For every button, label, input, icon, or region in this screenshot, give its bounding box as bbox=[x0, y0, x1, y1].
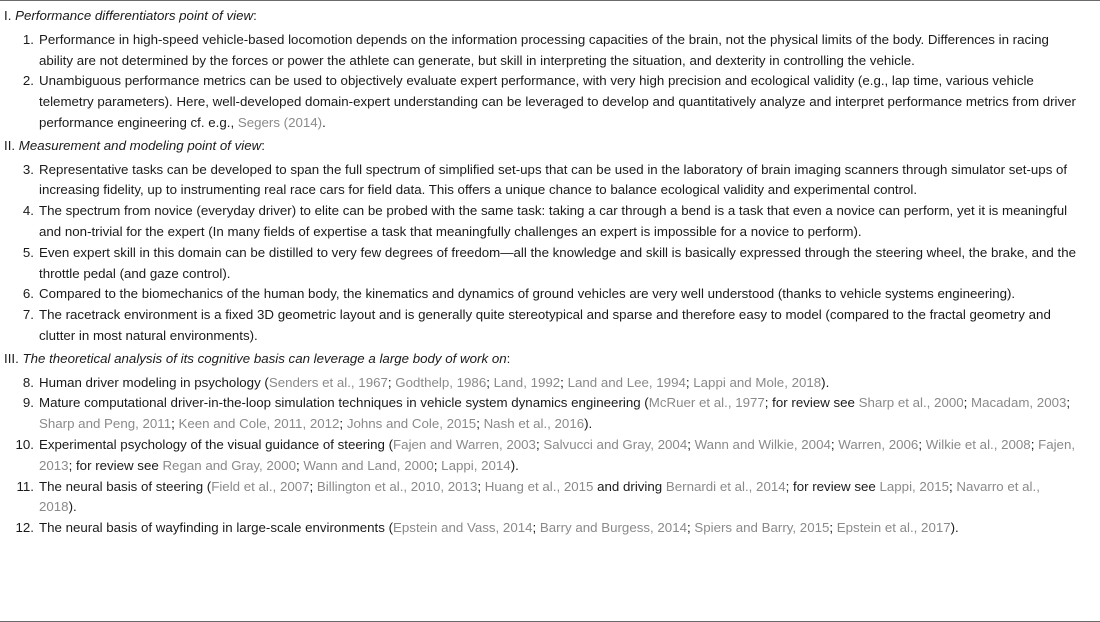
item-text: Unambiguous performance metrics can be used to objectively evaluate expert performance, with very high precision and ecological validity (e.g., lap time, various vehicle telemetry parameters). Here, well-developed domain-expert understanding can be leveraged to develop and quantitatively analyze and interpret performance metrics from driver performance engineering cf. e.g., bbox=[39, 73, 1076, 130]
citation-link[interactable]: Lappi, 2015 bbox=[879, 478, 949, 494]
citation-link[interactable]: Wann and Wilkie, 2004 bbox=[694, 436, 831, 452]
item-number: 4. bbox=[22, 203, 34, 219]
item-text: ; bbox=[477, 478, 485, 494]
item-list bbox=[0, 373, 1100, 539]
item-text: ; bbox=[560, 374, 568, 390]
item-text: ; bbox=[433, 457, 442, 473]
item-number: 7. bbox=[22, 307, 34, 323]
citation-link[interactable]: Senders et al., 1967 bbox=[268, 374, 388, 390]
item-text: ). bbox=[510, 457, 519, 473]
item-text: ). bbox=[821, 374, 830, 390]
citation-link[interactable]: Johns and Cole, 2015 bbox=[346, 416, 477, 432]
item-text: ; bbox=[476, 416, 484, 432]
item-number: 9. bbox=[22, 395, 34, 411]
citation-link[interactable]: Barry and Burgess, 2014 bbox=[539, 520, 687, 536]
list-item bbox=[0, 435, 1100, 477]
item-number: 5. bbox=[22, 244, 34, 260]
item-text: ; bbox=[387, 374, 396, 390]
item-number: 11. bbox=[16, 478, 34, 494]
item-text: The neural basis of wayfinding in large-scale environments ( bbox=[39, 520, 394, 536]
item-text: ; for review see bbox=[785, 478, 880, 494]
item-number: 3. bbox=[22, 161, 34, 177]
item-text: ; bbox=[918, 436, 926, 452]
item-text: ; bbox=[687, 436, 695, 452]
citation-link[interactable]: Sharp and Peng, 2011 bbox=[39, 416, 172, 432]
item-text: ; bbox=[339, 416, 347, 432]
item-number: 6. bbox=[22, 286, 34, 302]
item-text: Performance in high-speed vehicle-based locomotion depends on the information processing capacities of the brain, not the physical limits of the body. Differences in racing ability are not determined by the forces or power the athlete can generate, but skill in interpreting the situation, and dexterity in controlling the vehicle. bbox=[39, 31, 1049, 68]
item-number: 8. bbox=[22, 374, 34, 390]
citation-link[interactable]: Salvucci and Gray, 2004 bbox=[543, 436, 688, 452]
citation-link[interactable]: Macadam, 2003 bbox=[971, 395, 1067, 411]
item-text: ). bbox=[950, 520, 959, 536]
item-text: ). bbox=[584, 416, 593, 432]
list-item bbox=[0, 373, 1100, 394]
item-text: Experimental psychology of the visual guidance of steering ( bbox=[39, 436, 394, 452]
item-text: . bbox=[322, 114, 326, 130]
item-text: ; bbox=[171, 416, 179, 432]
item-text: Representative tasks can be developed to span the full spectrum of simplified set-ups that can be used in the laboratory of brain imaging scanners through simulator set-ups of increasing fidelity, up to instrumenting real race cars for field data. This offers a unique chance to balance ecological validity and experimental control. bbox=[39, 161, 1068, 198]
item-text: ; bbox=[532, 520, 540, 536]
item-text: ; bbox=[486, 374, 494, 390]
list-item bbox=[0, 284, 1100, 305]
citation-link[interactable]: Warren, 2006 bbox=[838, 436, 919, 452]
section-numeral: I. bbox=[4, 8, 12, 23]
citation-link[interactable]: Lappi and Mole, 2018 bbox=[693, 374, 822, 390]
citation-link[interactable]: Bernardi et al., 2014 bbox=[665, 478, 786, 494]
item-number: 2. bbox=[22, 73, 34, 89]
citation-link[interactable]: Huang et al., 2015 bbox=[484, 478, 594, 494]
section-title: Measurement and modeling point of view bbox=[18, 137, 262, 153]
item-text: ; bbox=[963, 395, 972, 411]
section-heading: III. The theoretical analysis of its cognitive basis can leverage a large body of work on: bbox=[4, 350, 511, 366]
list-item bbox=[0, 305, 1100, 347]
item-text: ; bbox=[949, 478, 957, 494]
citation-link[interactable]: McRuer et al., 1977 bbox=[648, 395, 765, 411]
citation-link[interactable]: Land and Lee, 1994 bbox=[567, 374, 686, 390]
citation-link[interactable]: Godthelp, 1986 bbox=[395, 374, 487, 390]
item-text: ; bbox=[309, 478, 317, 494]
item-text: ; for review see bbox=[764, 395, 859, 411]
citation-link[interactable]: Navarro et al., 2018 bbox=[39, 478, 1040, 515]
list-item bbox=[0, 71, 1100, 133]
item-text: Compared to the biomechanics of the human body, the kinematics and dynamics of ground vehicles are very well understood (thanks to vehicle systems engineering). bbox=[39, 286, 1016, 302]
item-text: and driving bbox=[593, 478, 666, 494]
item-text: The racetrack environment is a fixed 3D geometric layout and is generally quite stereotypical and sparse and therefore easy to model (compared to the fractal geometry and clutter in most natural environments). bbox=[39, 307, 1051, 343]
item-text: The spectrum from novice (everyday driver) to elite can be probed with the same task: taking a car through a bend is a task that even a novice can perform, yet it is meaningful and non-trivial for the expert (In many fields of expertise a task that meaningfully challenges an expert is impossible for a novice to perform). bbox=[39, 203, 1068, 239]
citation-link[interactable]: Epstein et al., 2017 bbox=[836, 520, 951, 536]
section-numeral: III. bbox=[4, 350, 19, 366]
item-text: Even expert skill in this domain can be distilled to very few degrees of freedom—all the knowledge and skill is basically expressed through the steering wheel, the brake, and the throttle pedal (and gaze control). bbox=[39, 244, 1076, 281]
item-text: ; bbox=[685, 374, 694, 390]
item-list bbox=[0, 30, 1100, 134]
citation-link[interactable]: Nash et al., 2016 bbox=[483, 416, 585, 432]
item-text: ; for review see bbox=[68, 457, 163, 473]
item-text: ; bbox=[296, 457, 304, 473]
citation-link[interactable]: Wann and Land, 2000 bbox=[303, 457, 434, 473]
table-content bbox=[0, 6, 1100, 539]
citation-link[interactable]: Field et al., 2007 bbox=[211, 478, 310, 494]
item-text: ; bbox=[535, 436, 544, 452]
citation-link[interactable]: Segers (2014) bbox=[237, 114, 323, 130]
citation-link[interactable]: Keen and Cole, 2011, 2012 bbox=[178, 416, 340, 432]
citation-link[interactable]: Regan and Gray, 2000 bbox=[162, 457, 297, 473]
citation-link[interactable]: Spiers and Barry, 2015 bbox=[694, 520, 830, 536]
list-item bbox=[0, 160, 1100, 202]
list-item bbox=[0, 477, 1100, 519]
item-number: 12. bbox=[15, 520, 34, 536]
item-text: ; bbox=[829, 520, 837, 536]
item-text: ; bbox=[830, 436, 839, 452]
citation-link[interactable]: Billington et al., 2010, 2013 bbox=[316, 478, 478, 494]
list-item bbox=[0, 30, 1100, 72]
citation-link[interactable]: Epstein and Vass, 2014 bbox=[393, 520, 533, 536]
item-text: Mature computational driver-in-the-loop simulation techniques in vehicle system dynamics engineering ( bbox=[39, 395, 649, 411]
citation-link[interactable]: Sharp et al., 2000 bbox=[858, 395, 964, 411]
item-text: ; bbox=[686, 520, 695, 536]
citation-link[interactable]: Land, 1992 bbox=[493, 374, 561, 390]
citation-link[interactable]: Fajen and Warren, 2003 bbox=[393, 436, 536, 452]
list-item bbox=[0, 201, 1100, 243]
item-text: The neural basis of steering ( bbox=[39, 478, 212, 494]
item-text: ; bbox=[1066, 395, 1071, 411]
section-heading: II. Measurement and modeling point of view: bbox=[4, 137, 265, 153]
section-numeral: II. bbox=[4, 137, 16, 153]
section-heading: I. Performance differentiators point of view: bbox=[4, 8, 257, 23]
citation-link[interactable]: Wilkie et al., 2008 bbox=[925, 436, 1031, 452]
list-item bbox=[0, 518, 1100, 539]
citation-link[interactable]: Fajen, 2013 bbox=[39, 436, 1076, 473]
section-title: Performance differentiators point of view bbox=[15, 8, 254, 23]
item-number: 1. bbox=[22, 31, 34, 47]
citation-link[interactable]: Lappi, 2014 bbox=[441, 457, 511, 473]
item-number: 10. bbox=[15, 436, 34, 452]
item-list bbox=[0, 160, 1100, 347]
list-item bbox=[0, 393, 1100, 435]
item-text: Human driver modeling in psychology ( bbox=[39, 374, 269, 390]
list-item bbox=[0, 243, 1100, 285]
item-text: ; bbox=[1030, 436, 1039, 452]
section-title: The theoretical analysis of its cognitive basis can leverage a large body of work on bbox=[22, 350, 507, 366]
item-text: ). bbox=[68, 499, 77, 515]
